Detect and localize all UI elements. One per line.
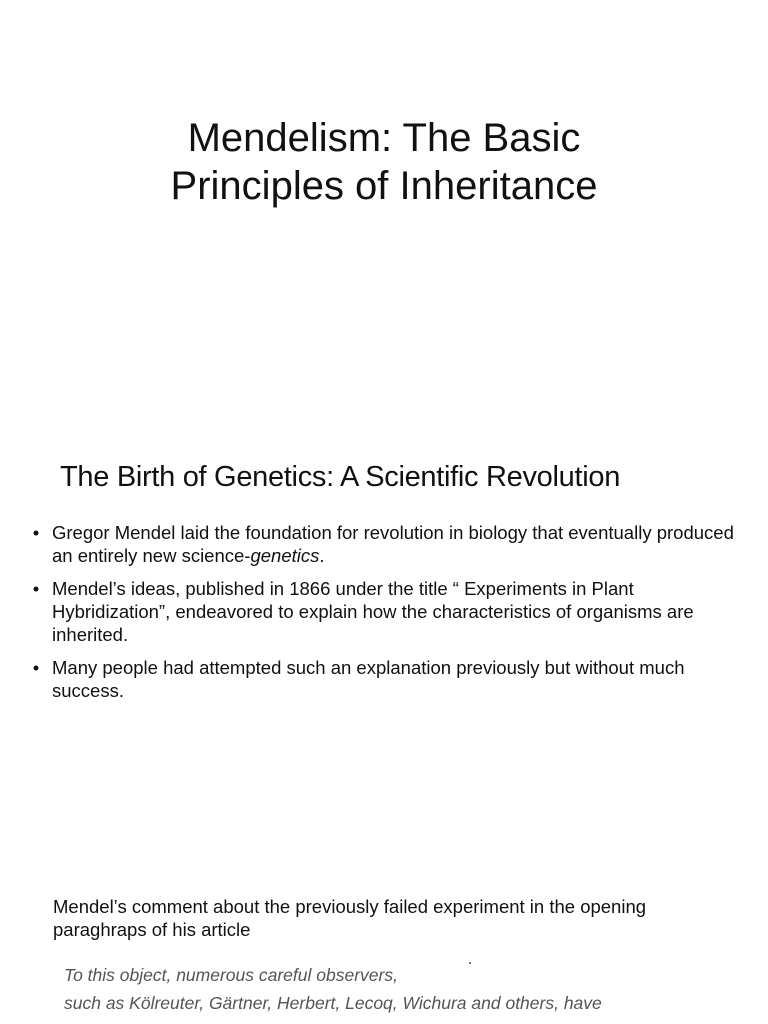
quote-line-2: such as Kölreuter, Gärtner, Herbert, Lecoq, Wichura and others, have: [64, 993, 602, 1013]
bullet-marker: •: [32, 578, 40, 599]
bullet-list: [28, 521, 740, 712]
comment-text: Mendel’s comment about the previously failed experiment in the opening paraghraps of his article: [53, 896, 647, 940]
slide-title-line-1: Mendelism: The Basic: [187, 116, 581, 160]
bullet-text: Many people had attempted such an explanation previously but without much success.: [52, 657, 685, 701]
bullet-marker: •: [32, 522, 40, 543]
section-heading: The Birth of Genetics: A Scientific Revolution: [60, 461, 621, 493]
quote-line-1: To this object, numerous careful observers,: [64, 965, 398, 985]
bullet-text-end: .: [319, 545, 325, 566]
bullet-item: [28, 656, 740, 702]
bullet-emphasis: genetics: [250, 545, 320, 566]
slide-title-line-2: Principles of Inheritance: [170, 164, 598, 208]
quote-excerpt: [64, 961, 744, 1017]
bullet-marker: •: [32, 657, 40, 678]
slide-title: [60, 114, 708, 210]
bullet-text: Mendel’s ideas, published in 1866 under the title “ Experiments in Plant Hybridization”, endeavored to explain how the characteristics of organisms are inherited.: [52, 578, 694, 645]
bullet-text: Gregor Mendel laid the foundation for revolution in biology that eventually produced an entirely new science-: [52, 522, 734, 566]
bullet-item: [28, 521, 740, 567]
bullet-item: [28, 577, 740, 646]
